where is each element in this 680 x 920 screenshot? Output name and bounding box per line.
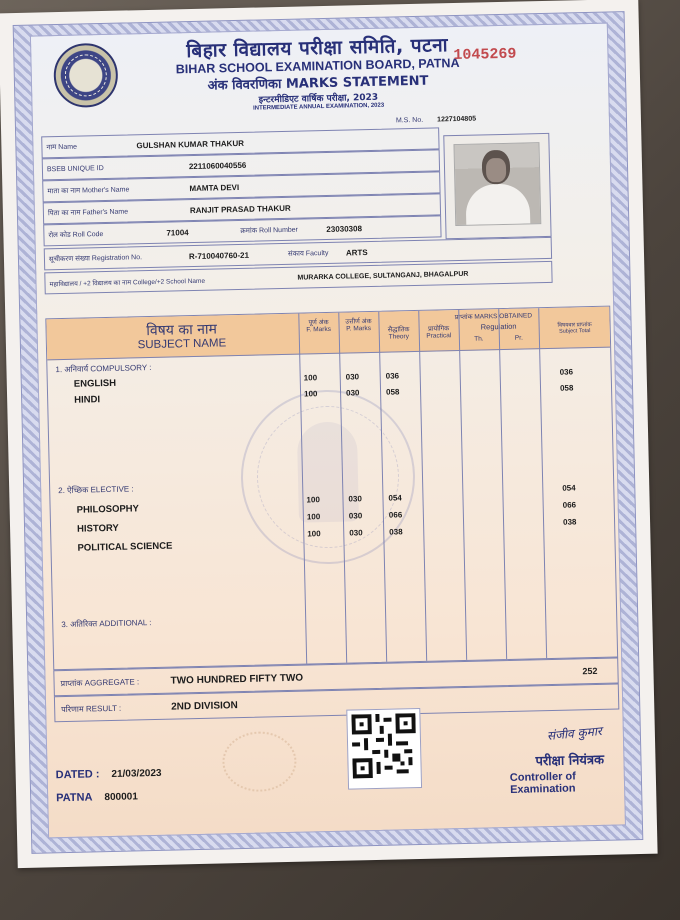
roll-number-value: 23030308 xyxy=(326,223,363,234)
board-seal-icon xyxy=(53,43,118,108)
elective-section-label: 2. ऐच्छिक ELECTIVE : xyxy=(58,484,134,496)
col-divider xyxy=(458,310,467,660)
regulation-header: Regulation xyxy=(480,321,517,332)
roll-code-value: 71004 xyxy=(166,227,189,238)
ms-no-label: M.S. No. xyxy=(395,116,424,125)
subject-header-hindi: विषय का नाम xyxy=(146,321,218,340)
theory-header: सैद्धांतिक Theory xyxy=(387,326,410,341)
col-divider xyxy=(378,312,387,662)
subject-total: 066 xyxy=(562,500,577,510)
theory-marks: 058 xyxy=(385,387,400,397)
mother-label: माता का नाम Mother's Name xyxy=(47,185,130,195)
result-value: 2ND DIVISION xyxy=(171,699,238,713)
regulation-pr-header: Pr. xyxy=(514,334,523,342)
subject-name: PHILOSOPHY xyxy=(76,503,140,516)
theory-marks: 038 xyxy=(389,527,403,537)
father-value: RANJIT PRASAD THAKUR xyxy=(189,203,291,215)
pass-marks: 030 xyxy=(345,372,360,382)
pass-marks: 030 xyxy=(348,494,362,504)
name-label: नाम Name xyxy=(46,143,78,151)
subject-name: HINDI xyxy=(74,394,101,406)
statement-title: अंक विवरणिका MARKS STATEMENT xyxy=(207,73,429,94)
subject-total: 058 xyxy=(559,383,574,393)
roll-code-label: रोल कोड Roll Code xyxy=(48,230,104,239)
father-label: पिता का नाम Father's Name xyxy=(47,207,129,217)
registration-label: सूचीकरण संख्या Registration No. xyxy=(48,253,143,263)
ms-number xyxy=(396,116,476,125)
date-line xyxy=(56,767,162,781)
subject-total: 038 xyxy=(562,517,577,527)
pass-marks: 030 xyxy=(349,528,363,538)
dated-label: DATED : xyxy=(55,768,100,782)
aggregate-words: TWO HUNDRED FIFTY TWO xyxy=(170,672,304,687)
bseb-label: BSEB UNIQUE ID xyxy=(46,164,104,173)
subject-name: POLITICAL SCIENCE xyxy=(77,540,173,554)
marks-table-header xyxy=(46,307,610,361)
col-divider xyxy=(418,311,427,661)
college-label: महाविद्यालय / +2 विद्यालय का नाम College/+2 School Name xyxy=(49,277,206,288)
place-line xyxy=(56,790,138,804)
result-label: परिणाम RESULT : xyxy=(61,703,122,714)
subject-total: 036 xyxy=(559,367,574,377)
regulation-th-header: Th. xyxy=(474,335,484,343)
pass-marks: 030 xyxy=(348,511,363,521)
exam-title-hindi: इन्टरमीडिएट वार्षिक परीक्षा, 2023 xyxy=(258,92,379,106)
date-value: 21/03/2023 xyxy=(111,767,162,780)
board-name-hindi: बिहार विद्यालय परीक्षा समिति, पटना xyxy=(186,34,449,63)
marks-table xyxy=(45,306,618,671)
col-divider xyxy=(498,309,507,659)
full-marks-header: पूर्ण अंक F. Marks xyxy=(306,318,331,334)
practical-header: प्रायोगिक Practical xyxy=(426,325,452,340)
full-marks: 100 xyxy=(307,529,321,539)
student-photo xyxy=(443,133,551,239)
subject-total: 054 xyxy=(562,483,576,493)
theory-marks: 054 xyxy=(388,493,402,503)
embossed-stamp xyxy=(222,731,297,793)
faculty-label: संकाय Faculty xyxy=(287,249,329,258)
mother-value: MAMTA DEVI xyxy=(189,182,240,193)
full-marks: 100 xyxy=(303,373,318,383)
name-value: GULSHAN KUMAR THAKUR xyxy=(136,138,245,150)
col-divider xyxy=(298,314,307,664)
col-divider xyxy=(338,313,347,663)
serial-number: 1045269 xyxy=(453,45,517,65)
pass-marks-header: उत्तीर्ण अंक P. Marks xyxy=(345,317,372,333)
college-value: MURARKA COLLEGE, SULTANGANJ, BHAGALPUR xyxy=(297,270,469,282)
pass-marks: 030 xyxy=(345,388,360,398)
subject-header-english: SUBJECT NAME xyxy=(137,337,227,352)
certificate-header xyxy=(127,30,509,115)
controller-title-hindi: परीक्षा नियंत्रक xyxy=(535,752,605,770)
aggregate-label: प्राप्तांक AGGREGATE : xyxy=(60,676,140,688)
subject-name: ENGLISH xyxy=(73,377,117,390)
aggregate-total: 252 xyxy=(582,665,598,677)
exam-title-english: INTERMEDIATE ANNUAL EXAMINATION, 2023 xyxy=(252,102,385,112)
marks-obtained-header: प्राप्तांक MARKS OBTAINED xyxy=(454,312,533,322)
roll-number-label: क्रमांक Roll Number xyxy=(240,226,299,235)
ms-no-value: 1227104805 xyxy=(437,115,477,124)
faculty-value: ARTS xyxy=(345,247,368,258)
theory-marks: 066 xyxy=(388,510,403,520)
controller-signature: संजीव कुमार xyxy=(546,723,603,743)
bseb-value: 2211060040556 xyxy=(188,160,247,171)
controller-title-english: Controller of Examination xyxy=(509,770,576,796)
col-divider xyxy=(538,308,547,658)
subject-total-header: विषयवार प्राप्तांक Subject Total xyxy=(557,321,592,335)
decorative-border xyxy=(13,11,644,854)
board-name-english: BIHAR SCHOOL EXAMINATION BOARD, PATNA xyxy=(175,55,460,77)
full-marks: 100 xyxy=(306,512,321,522)
compulsory-section-label: 1. अनिवार्य COMPULSORY : xyxy=(55,362,152,375)
theory-marks: 036 xyxy=(385,371,400,381)
full-marks: 100 xyxy=(303,389,318,399)
qr-code xyxy=(346,708,422,790)
place-label: PATNA xyxy=(56,791,93,805)
pin-value: 800001 xyxy=(104,791,138,804)
subject-name: HISTORY xyxy=(76,522,119,535)
registration-value: R-710040760-21 xyxy=(188,250,250,261)
full-marks: 100 xyxy=(306,495,320,505)
certificate-body xyxy=(30,23,626,839)
additional-section-label: 3. अतिरिक्त ADDITIONAL : xyxy=(61,618,152,630)
